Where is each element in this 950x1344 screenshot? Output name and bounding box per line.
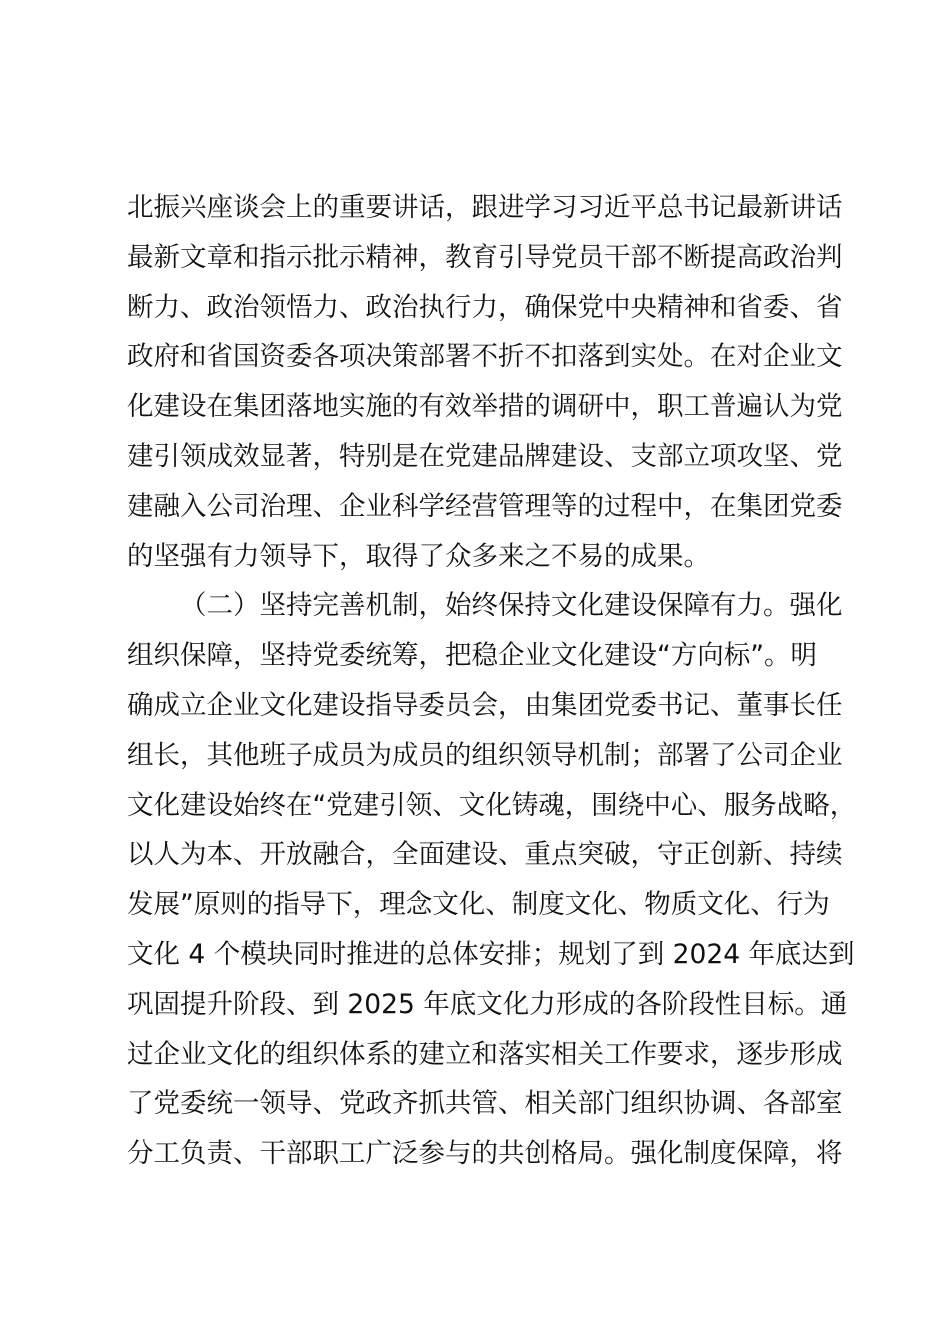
body-text xyxy=(127,183,857,1179)
text-line: 以人为本、开放融合，全面建设、重点突破，守正创新、持续 xyxy=(127,839,843,871)
text-line: 化建设在集团落地实施的有效举措的调研中，职工普遍认为党 xyxy=(127,391,843,423)
text-line: 分工负责、干部职工广泛参与的共创格局。强化制度保障，将 xyxy=(127,1138,843,1170)
text-line: 断力、政治领悟力、政治执行力，确保党中央精神和省委、省 xyxy=(127,291,843,323)
text-line: 文化 4 个模块同时推进的总体安排；规划了到 2024 年底达到 xyxy=(127,938,855,970)
text-line: 最新文章和指示批示精神，教育引导党员干部不断提高政治判 xyxy=(127,241,843,273)
text-line: 组长，其他班子成员为成员的组织领导机制；部署了公司企业 xyxy=(127,739,843,771)
text-line: 建引领成效显著，特别是在党建品牌建设、支部立项攻坚、党 xyxy=(127,440,843,472)
text-line: 建融入公司治理、企业科学经营管理等的过程中，在集团党委 xyxy=(127,490,843,522)
text-line: 了党委统一领导、党政齐抓共管、相关部门组织协调、各部室 xyxy=(127,1088,843,1120)
text-line: 政府和省国资委各项决策部署不折不扣落到实处。在对企业文 xyxy=(127,341,843,373)
text-line: 过企业文化的组织体系的建立和落实相关工作要求，逐步形成 xyxy=(127,1038,843,1070)
text-line: 文化建设始终在“党建引领、文化铸魂，围绕中心、服务战略， xyxy=(127,789,857,821)
text-line: 北振兴座谈会上的重要讲话，跟进学习习近平总书记最新讲话 xyxy=(127,192,843,223)
section-heading-line: （二）坚持完善机制，始终保持文化建设保障有力。强化 xyxy=(180,590,843,622)
text-line: 发展”原则的指导下，理念文化、制度文化、物质文化、行为 xyxy=(127,889,830,921)
text-line: 确成立企业文化建设指导委员会，由集团党委书记、董事长任 xyxy=(127,689,843,721)
text-line: 的坚强有力领导下，取得了众多来之不易的成果。 xyxy=(127,540,710,572)
text-line: 巩固提升阶段、到 2025 年底文化力形成的各阶段性目标。通 xyxy=(127,988,848,1020)
text-line: 组织保障，坚持党委统筹，把稳企业文化建设“方向标”。明 xyxy=(127,640,817,672)
